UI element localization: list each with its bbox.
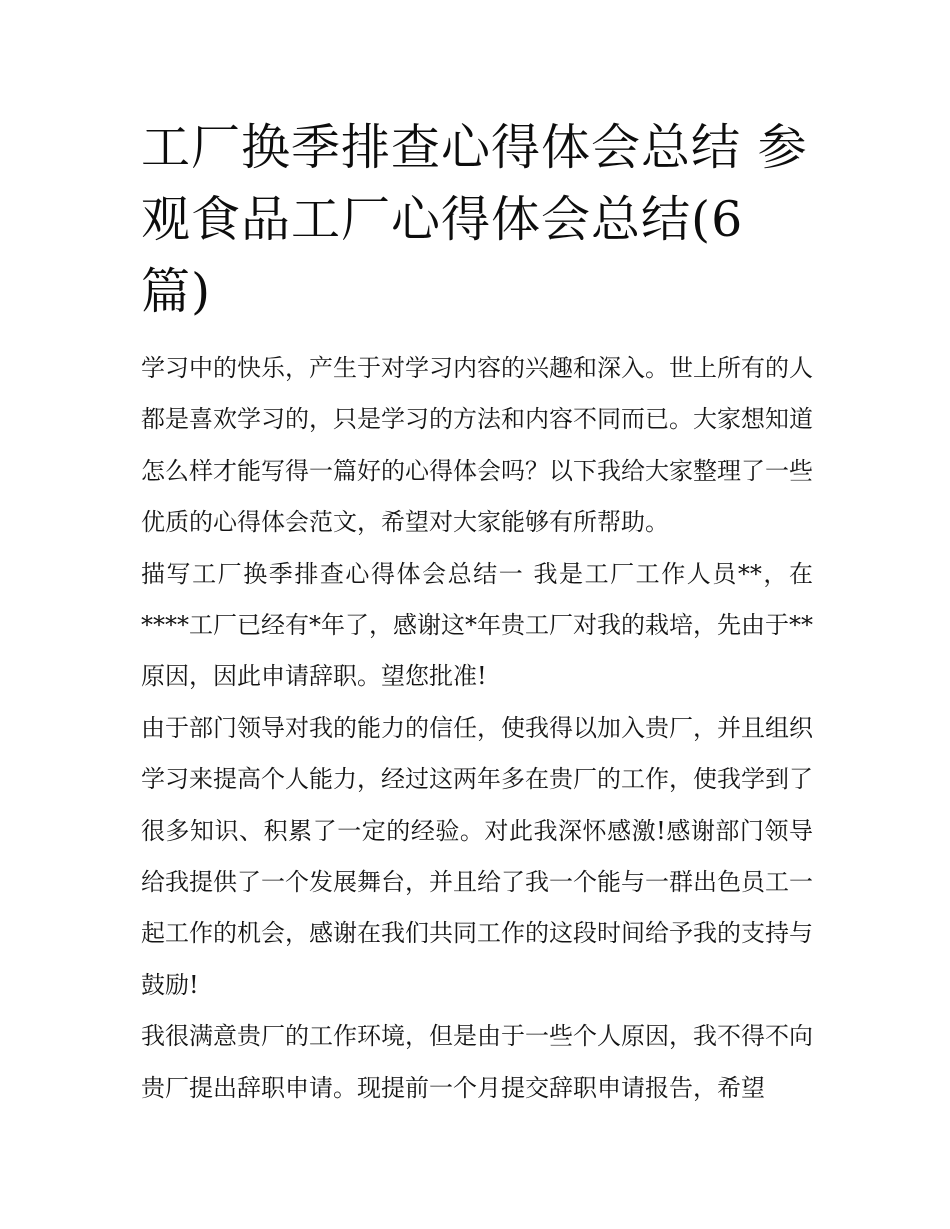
paragraph-intro: 学习中的快乐，产生于对学习内容的兴趣和深入。世上所有的人都是喜欢学习的，只是学习的方法和内容不同而已。大家想知道怎么样才能写得一篇好的心得体会吗？以下我给大家整理了一些优质的心得体会范文，希望对大家能够有所帮助。: [141, 354, 813, 537]
document-title: 工厂换季排查心得体会总结 参观食品工厂心得体会总结(6篇): [141, 119, 808, 320]
document-page: [141, 112, 813, 1114]
document-body: [141, 343, 813, 1114]
paragraph-resignation: 我很满意贵厂的工作环境，但是由于一些个人原因，我不得不向贵厂提出辞职申请。现提前一个月提交辞职申请报告，希望: [141, 1022, 813, 1102]
paragraph-section-one: 描写工厂换季排查心得体会总结一 我是工厂工作人员**，在****工厂已经有*年了，感谢这*年贵工厂对我的栽培，先由于**原因，因此申请辞职。望您批准!: [141, 559, 813, 691]
paragraph-gratitude: 由于部门领导对我的能力的信任，使我得以加入贵厂，并且组织学习来提高个人能力，经过这两年多在贵厂的工作，使我学到了很多知识、积累了一定的经验。对此我深怀感激!感谢部门领导给我提供了一个发展舞台，并且给了我一个能与一群出色员工一起工作的机会，感谢在我们共同工作的这段时间给予我的支持与鼓励!: [141, 713, 813, 999]
